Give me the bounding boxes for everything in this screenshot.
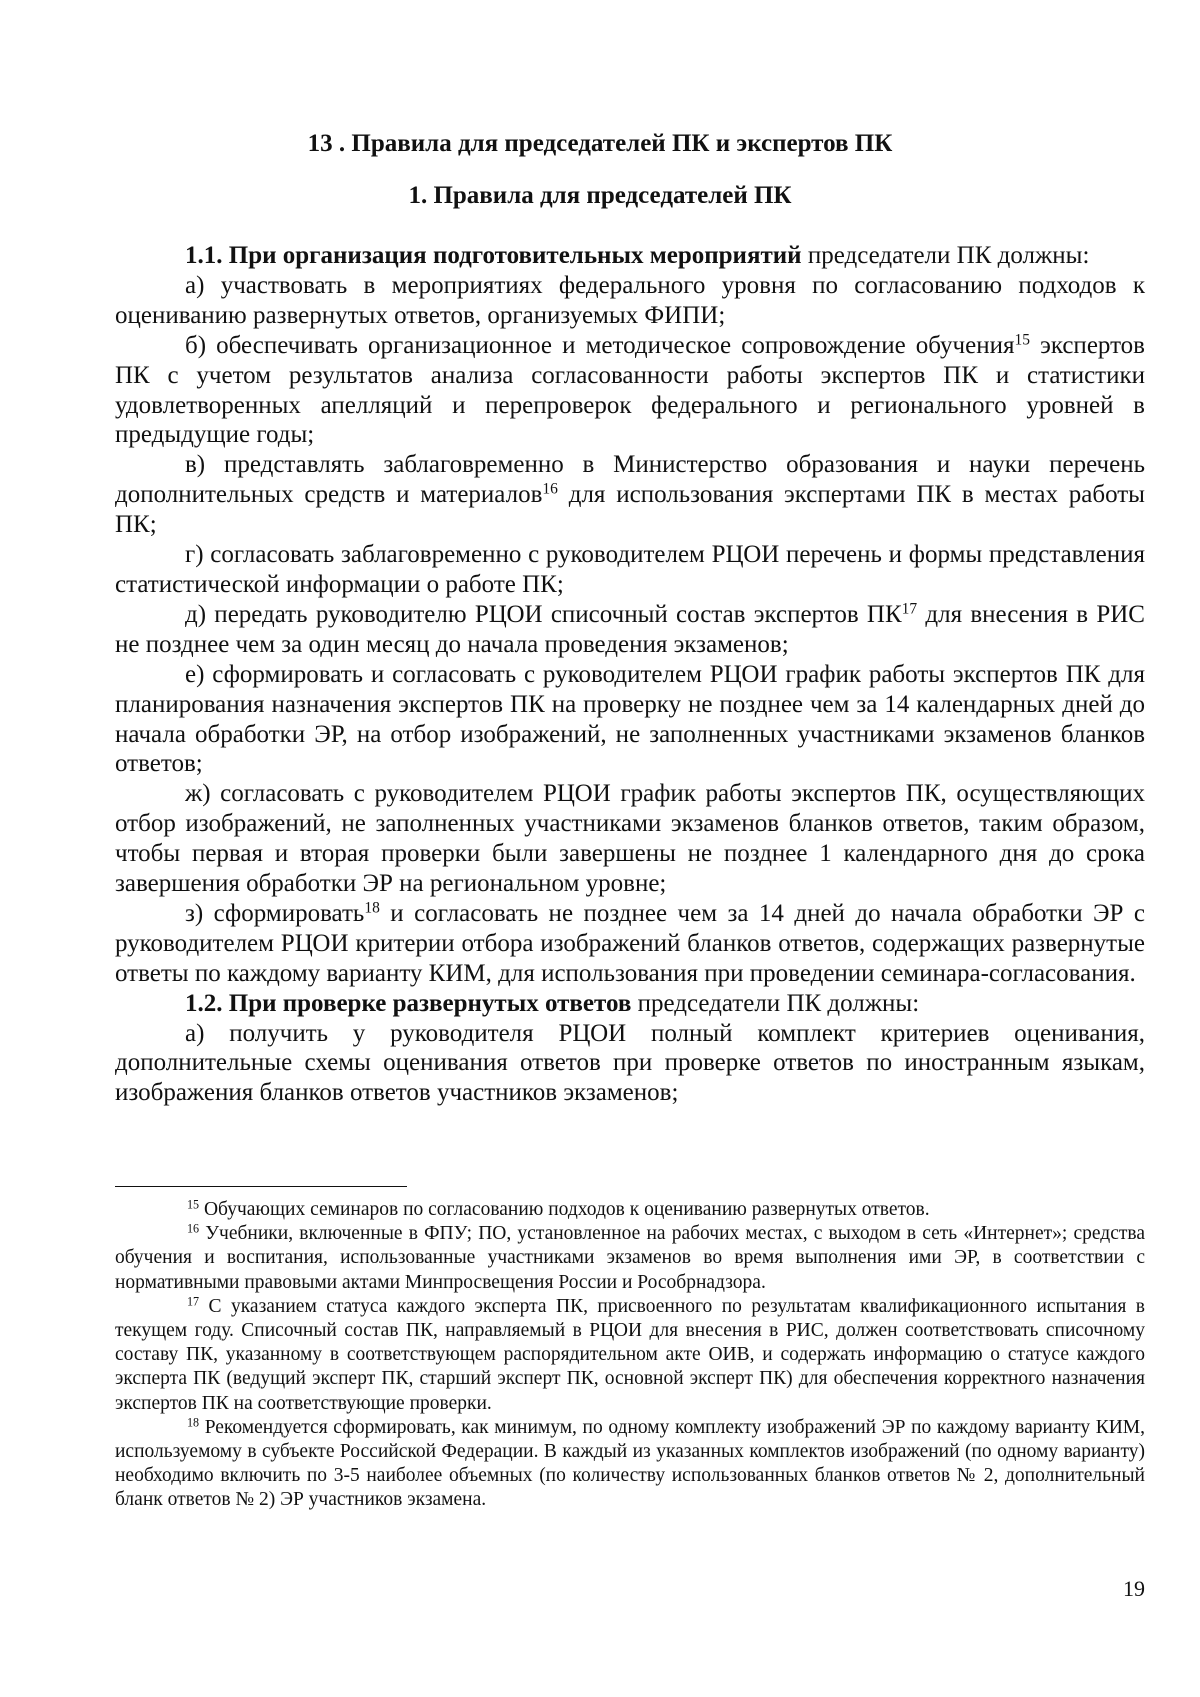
footnote-ref-18[interactable]: 18 xyxy=(364,899,380,917)
item-z: з) сформировать$^{18}$ и согласовать не позднее чем за 14 дней до начала обработки ЭР с руководителем РЦОИ критерии отбора изображений бланков ответов, содержащих развернутые ответы по каждому варианту КИМ, для использования при проведении семинара-согласования. xyxy=(115,899,1146,987)
subsection-title: 1. Правила для председателей ПК xyxy=(408,182,792,209)
footnote-number: 18 xyxy=(187,1415,200,1430)
paragraph-1-1: 1.1. При организация подготовительных мероприятий председатели ПК должны: xyxy=(185,242,1090,269)
footnote-number: 16 xyxy=(187,1221,200,1236)
item-zh: ж) согласовать с руководителем РЦОИ график работы экспертов ПК, осуществляющих отбор изображений, не заполненных участниками экзаменов бланков ответов, таким образом, чтобы первая и вторая проверки были завершены не позднее 1 календарного дня до срока завершения обработки ЭР на региональном уровне; xyxy=(115,780,1145,898)
item-d: д) передать руководителю РЦОИ списочный состав экспертов ПК$^{17}$ для внесения в РИС не позднее чем за один месяц до начала проведения экзаменов; xyxy=(115,600,1145,658)
section-title: 13 . Правила для председателей ПК и экспертов ПК xyxy=(307,130,893,157)
item-b: б) обеспечивать организационное и методическое сопровождение обучения$^{15}$ экспертов ПК с учетом результатов анализа согласованности работы экспертов ПК и статистики удовлетворенных апелляций и перепроверок федерального и регионального уровней в предыдущие годы; xyxy=(115,331,1145,449)
page-number: 19 xyxy=(1123,1576,1145,1601)
footnote-ref-16[interactable]: 16 xyxy=(542,480,558,498)
footnote-17: $^{17}$ С указанием статуса каждого эксперта ПК, присвоенного по результатам квалификационного испытания в текущем году. Списочный состав ПК, направляемый в РЦОИ для внесения в РИС, должен соответствовать списочному составу ПК, указанному в соответствующем распорядительном акте ОИВ, и содержать информацию о статусе каждого эксперта ПК (ведущий эксперт ПК, старший эксперт ПК, основной эксперт ПК) для обеспечения корректного назначения экспертов ПК на соответствующие проверки. xyxy=(115,1294,1145,1414)
paragraph-1-1-lead: 1.1. При организация подготовительных мероприятий xyxy=(185,242,802,269)
footnote-16: $^{16}$ Учебники, включенные в ФПУ; ПО, установленное на рабочих местах, с выходом в сеть «Интернет»; средства обучения и воспитания, использованные участниками экзаменов во время выполнения ими ЭР, в соответствии с нормативными правовыми актами Минпросвещения России и Рособрнадзора. xyxy=(115,1221,1145,1293)
paragraph-1-2-lead: 1.2. При проверке развернутых ответов xyxy=(185,989,632,1017)
footnote-ref-17[interactable]: 17 xyxy=(901,600,918,618)
footnote-ref-15[interactable]: 15 xyxy=(1014,331,1030,349)
footnote-number: 17 xyxy=(187,1294,200,1309)
item-a: а) участвовать в мероприятиях федерального уровня по согласованию подходов к оцениванию развернутых ответов, организуемых ФИПИ; xyxy=(115,271,1145,329)
item-a-2: а) получить у руководителя РЦОИ полный комплект критериев оценивания, дополнительные схемы оценивания ответов при проверке ответов по иностранным языкам, изображения бланков ответов участников экзаменов; xyxy=(115,1019,1145,1107)
footnote-15: $^{15}$ Обучающих семинаров по согласованию подходов к оцениванию развернутых ответов. xyxy=(187,1197,930,1220)
item-v: в) представлять заблаговременно в Министерство образования и науки перечень дополнительных средств и материалов$^{16}$ для использования экспертами ПК в местах работы ПК; xyxy=(115,451,1145,539)
item-e: е) сформировать и согласовать с руководителем РЦОИ график работы экспертов ПК для планирования назначения экспертов ПК на проверку не позднее чем за 14 календарных дней до начала обработки ЭР, на отбор изображений, не заполненных участниками экзаменов бланков ответов; xyxy=(115,660,1145,778)
footnote-number: 15 xyxy=(187,1197,200,1212)
item-g: г) согласовать заблаговременно с руководителем РЦОИ перечень и формы представления статистической информации о работе ПК; xyxy=(115,541,1145,598)
footnote-separator xyxy=(115,1186,407,1187)
main-text xyxy=(115,241,1145,1108)
footnotes xyxy=(115,1198,1145,1513)
footnote-18: $^{18}$ Рекомендуется сформировать, как минимум, по одному комплекту изображений ЭР по каждому варианту КИМ, используемому в субъекте Российской Федерации. В каждый из указанных комплектов изображений (по одному варианту) необходимо включить по 3-5 наиболее объемных (по количеству использованных бланков ответов № 2, дополнительный бланк ответов № 2) ЭР участников экзамена. xyxy=(115,1415,1145,1511)
paragraph-1-2: 1.2. При проверке развернутых ответов председатели ПК должны: xyxy=(185,989,920,1017)
